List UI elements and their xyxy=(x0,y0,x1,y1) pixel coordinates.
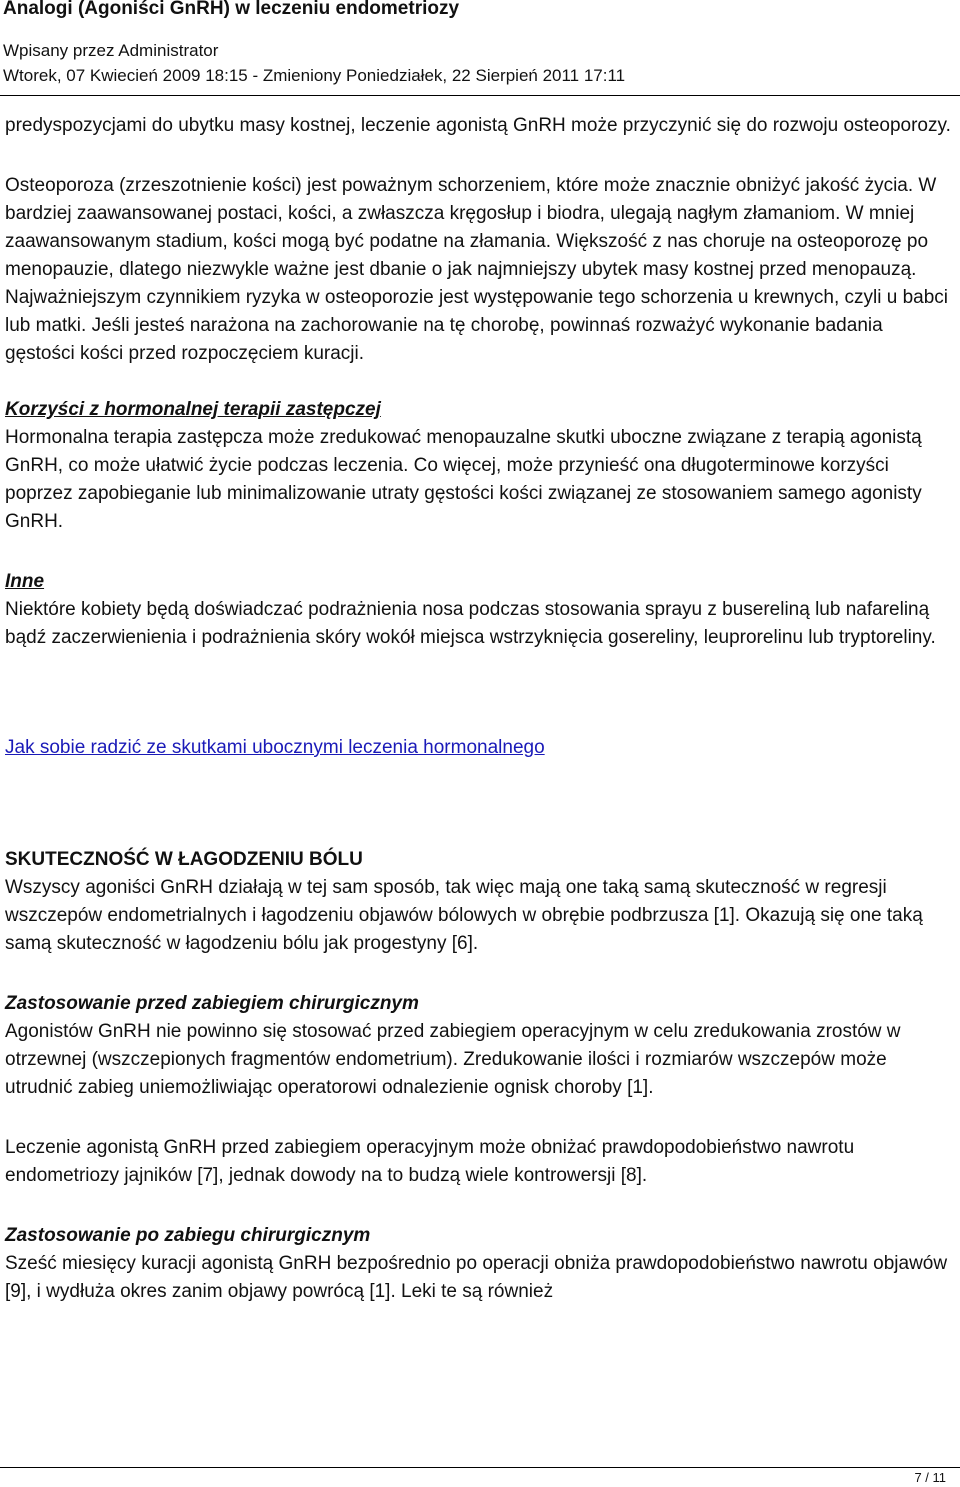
link-paragraph xyxy=(5,734,955,762)
section-heading: Korzyści z hormonalnej terapii zastępczej xyxy=(5,399,381,420)
paragraph: Hormonalna terapia zastępcza może zredukować menopauzalne skutki uboczne związane z terapią agonistą GnRH, co może ułatwić życie podczas leczenia. Co więcej, może przynieść ona długoterminowe korzyści poprzez zapobieganie lub minimalizowanie utraty gęstości kości związanej ze stosowaniem samego agonisty GnRH. xyxy=(5,427,922,532)
paragraph: Najważniejszym czynnikiem ryzyka w osteoporozie jest występowanie tego schorzenia u krewnych, czyli u babci lub matki. Jeśli jesteś narażona na zachorowanie na tę chorobę, powinnaś rozważyć wykonanie badania gęstości kości przed rozpoczęciem kuracji. xyxy=(5,287,949,364)
section-heading: Zastosowanie po zabiegu chirurgicznym xyxy=(5,1225,371,1246)
paragraph: Niektóre kobiety będą doświadczać podrażnienia nosa podczas stosowania sprayu z busereliną lub nafareliną bądź zaczerwienienia i podrażnienia skóry wokół miejsca wstrzyknięcia gosereliny, leuprorelinu lub tryptoreliny. xyxy=(5,599,936,648)
section-heading: Inne xyxy=(5,571,45,592)
section-heading: SKUTECZNOŚĆ W ŁAGODZENIU BÓLU xyxy=(5,849,363,870)
date-line: Wtorek, 07 Kwiecień 2009 18:15 - Zmieniony Poniedziałek, 22 Sierpień 2011 17:11 xyxy=(3,66,626,85)
paragraph: Osteoporoza (zrzeszotnienie kości) jest poważnym schorzeniem, które może znacznie obniżyć jakość życia. W bardziej zaawansowanej postaci, kości, a zwłaszcza kręgosłup i biodra, ulegają nagłym złamaniom. W mniej zaawansowanym stadium, kości mogą być podatne na złamania. Większość z nas choruje na osteoporozę po menopauzie, dlatego niezwykle ważne jest dbanie o jak najmniejszy ubytek masy kostnej przed menopauzą. xyxy=(5,175,937,280)
article-body xyxy=(5,112,955,1306)
page-title: Analogi (Agoniści GnRH) w leczeniu endometriozy xyxy=(3,0,460,19)
author-line: Wpisany przez Administrator xyxy=(3,41,219,60)
page-number: 7 / 11 xyxy=(914,1470,946,1485)
paragraph: predyspozycjami do ubytku masy kostnej, leczenie agonistą GnRH może przyczynić się do rozwoju osteoporozy. xyxy=(5,115,951,136)
footer-divider xyxy=(0,1467,960,1468)
paragraph: Leczenie agonistą GnRH przed zabiegiem operacyjnym może obniżać prawdopodobieństwo nawrotu endometriozy jajników [7], jednak dowody na to budzą wiele kontrowersji [8]. xyxy=(5,1137,855,1186)
section-heading: Zastosowanie przed zabiegiem chirurgicznym xyxy=(5,993,419,1014)
paragraph: Wszyscy agoniści GnRH działają w tej sam sposób, tak więc mają one taką samą skuteczność w regresji wszczepów endometrialnych i łagodzeniu objawów bólowych w obrębie podbrzusza [1]. Okazują się one taką samą skuteczność w łagodzeniu bólu jak progestyny [6]. xyxy=(5,877,923,954)
paragraph: Sześć miesięcy kuracji agonistą GnRH bezpośrednio po operacji obniża prawdopodobieństwo nawrotu objawów [9], i wydłuża okres zanim objawy powrócą [1]. Leki te są również xyxy=(5,1253,948,1302)
header-divider xyxy=(0,95,960,96)
paragraph: Agonistów GnRH nie powinno się stosować przed zabiegiem operacyjnym w celu zredukowania zrostów w otrzewnej (wszczepionych fragmentów endometrium). Zredukowanie ilości i rozmiarów wszczepów może utrudnić zabieg uniemożliwiając operatorowi odnalezienie ognisk choroby [1]. xyxy=(5,1021,901,1098)
side-effects-link[interactable]: Jak sobie radzić ze skutkami ubocznymi leczenia hormonalnego xyxy=(5,737,545,758)
